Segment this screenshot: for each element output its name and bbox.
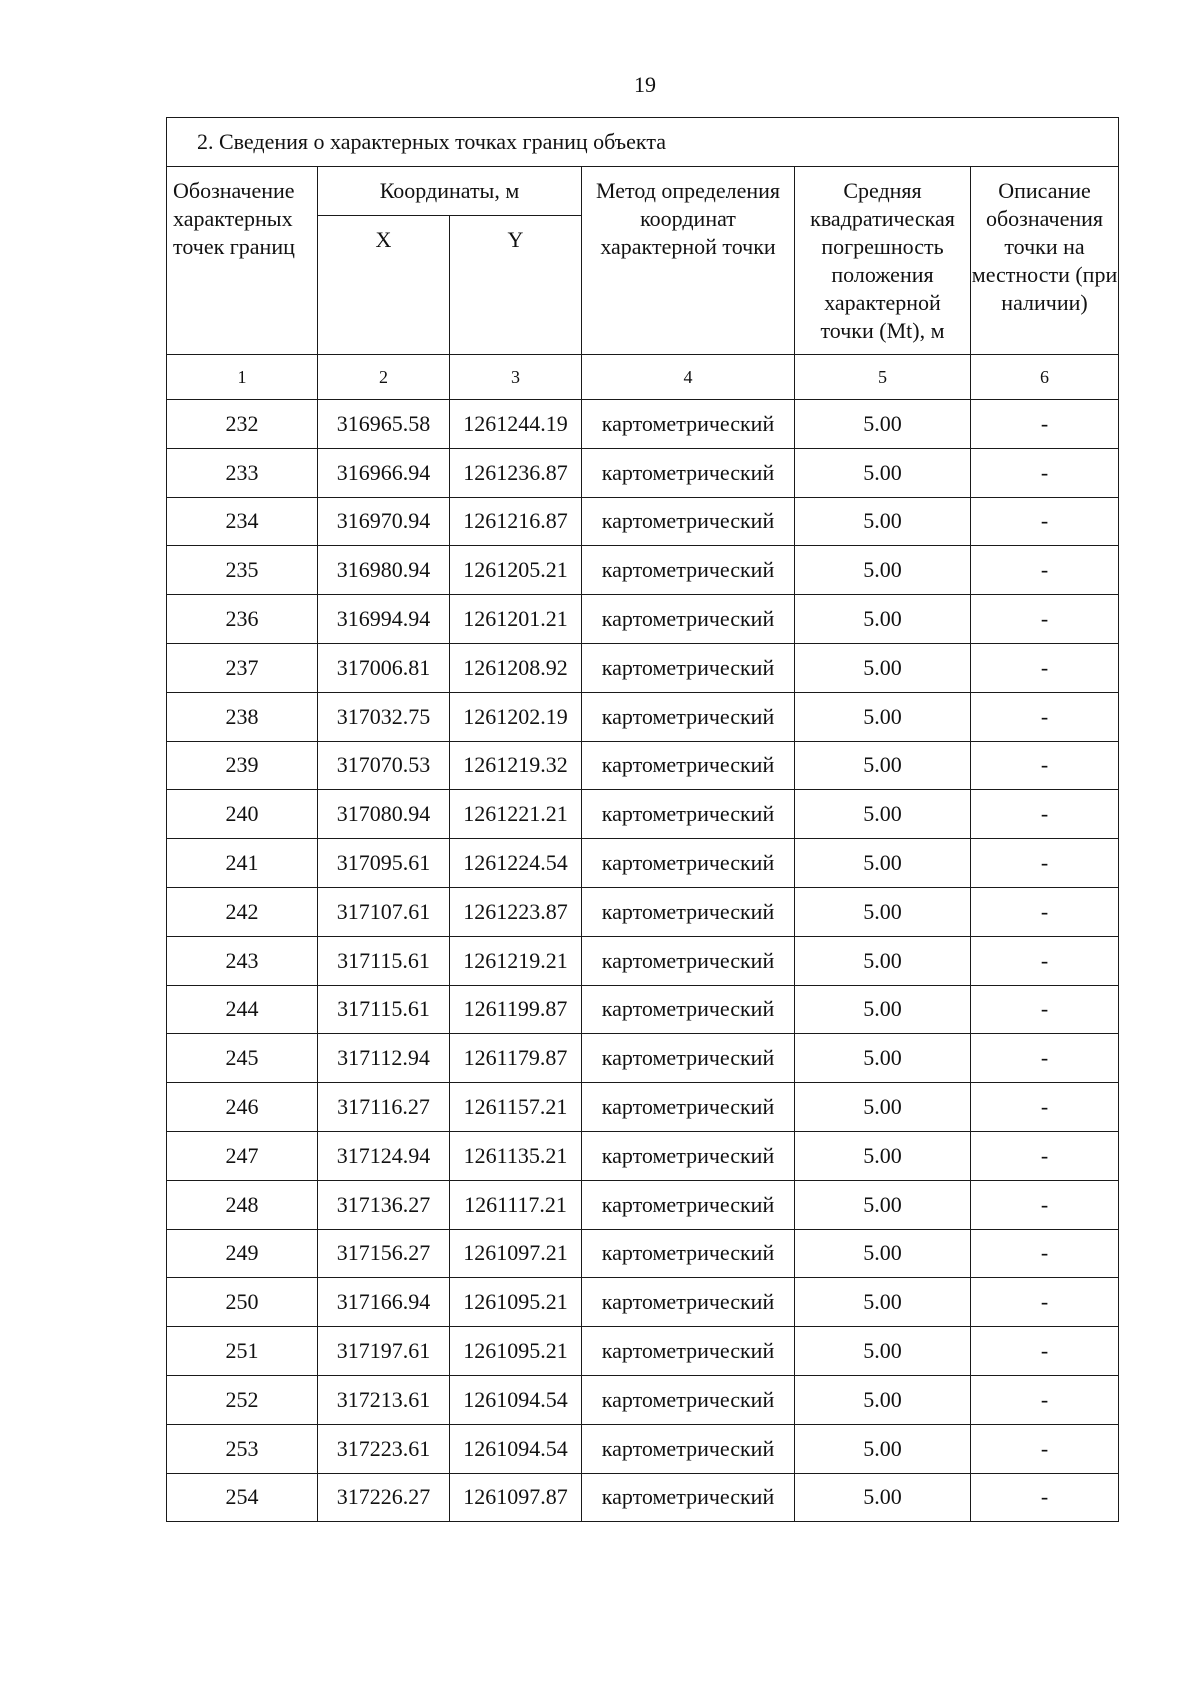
table-row	[167, 692, 1119, 741]
table-row	[167, 546, 1119, 595]
x-coordinate-cell: 317136.27	[318, 1180, 450, 1229]
table-row	[167, 497, 1119, 546]
method-cell: картометрический	[582, 1131, 795, 1180]
accuracy-cell: 5.00	[795, 985, 971, 1034]
description-cell: -	[971, 1083, 1119, 1132]
table-row	[167, 1327, 1119, 1376]
point-id-cell: 237	[167, 643, 318, 692]
column-number: 2	[318, 355, 450, 400]
table-row	[167, 400, 1119, 449]
column-number-row	[167, 355, 1119, 400]
point-id-cell: 246	[167, 1083, 318, 1132]
table-row	[167, 741, 1119, 790]
x-coordinate-cell: 317107.61	[318, 887, 450, 936]
method-cell: картометрический	[582, 936, 795, 985]
x-coordinate-cell: 317032.75	[318, 692, 450, 741]
method-cell: картометрический	[582, 741, 795, 790]
y-coordinate-cell: 1261208.92	[450, 643, 582, 692]
point-id-cell: 247	[167, 1131, 318, 1180]
accuracy-cell: 5.00	[795, 546, 971, 595]
header-description: Описание обозначения точки на местности (при наличии)	[971, 167, 1119, 355]
table-row	[167, 887, 1119, 936]
accuracy-cell: 5.00	[795, 887, 971, 936]
table-row	[167, 790, 1119, 839]
point-id-cell: 234	[167, 497, 318, 546]
y-coordinate-cell: 1261216.87	[450, 497, 582, 546]
description-cell: -	[971, 1131, 1119, 1180]
table-row	[167, 595, 1119, 644]
point-id-cell: 252	[167, 1375, 318, 1424]
description-cell: -	[971, 643, 1119, 692]
method-cell: картометрический	[582, 839, 795, 888]
header-accuracy: Средняя квадратическая погрешность положения характерной точки (Mt), м	[795, 167, 971, 355]
description-cell: -	[971, 1229, 1119, 1278]
x-coordinate-cell: 317112.94	[318, 1034, 450, 1083]
table-row	[167, 1180, 1119, 1229]
y-coordinate-cell: 1261202.19	[450, 692, 582, 741]
table-row	[167, 1375, 1119, 1424]
y-coordinate-cell: 1261199.87	[450, 985, 582, 1034]
y-coordinate-cell: 1261236.87	[450, 448, 582, 497]
description-cell: -	[971, 887, 1119, 936]
x-coordinate-cell: 317213.61	[318, 1375, 450, 1424]
table-row	[167, 1083, 1119, 1132]
description-cell: -	[971, 985, 1119, 1034]
table-row	[167, 1229, 1119, 1278]
method-cell: картометрический	[582, 887, 795, 936]
x-coordinate-cell: 316966.94	[318, 448, 450, 497]
header-designation: Обозначение характерных точек границ	[167, 167, 318, 355]
accuracy-cell: 5.00	[795, 790, 971, 839]
column-number: 1	[167, 355, 318, 400]
y-coordinate-cell: 1261223.87	[450, 887, 582, 936]
column-number: 4	[582, 355, 795, 400]
description-cell: -	[971, 741, 1119, 790]
table-row	[167, 936, 1119, 985]
point-id-cell: 240	[167, 790, 318, 839]
x-coordinate-cell: 317095.61	[318, 839, 450, 888]
description-cell: -	[971, 1034, 1119, 1083]
x-coordinate-cell: 316965.58	[318, 400, 450, 449]
table-row	[167, 1034, 1119, 1083]
column-number: 5	[795, 355, 971, 400]
description-cell: -	[971, 1278, 1119, 1327]
accuracy-cell: 5.00	[795, 1278, 971, 1327]
method-cell: картометрический	[582, 643, 795, 692]
method-cell: картометрический	[582, 1083, 795, 1132]
header-row	[167, 167, 1119, 216]
accuracy-cell: 5.00	[795, 595, 971, 644]
point-id-cell: 239	[167, 741, 318, 790]
point-id-cell: 241	[167, 839, 318, 888]
method-cell: картометрический	[582, 1229, 795, 1278]
table-row	[167, 985, 1119, 1034]
x-coordinate-cell: 317156.27	[318, 1229, 450, 1278]
y-coordinate-cell: 1261221.21	[450, 790, 582, 839]
point-id-cell: 233	[167, 448, 318, 497]
accuracy-cell: 5.00	[795, 1424, 971, 1473]
x-coordinate-cell: 317223.61	[318, 1424, 450, 1473]
method-cell: картометрический	[582, 1180, 795, 1229]
table-row	[167, 643, 1119, 692]
table-title: 2. Сведения о характерных точках границ объекта	[167, 118, 1119, 167]
y-coordinate-cell: 1261117.21	[450, 1180, 582, 1229]
header-x: X	[318, 216, 450, 355]
accuracy-cell: 5.00	[795, 1375, 971, 1424]
point-id-cell: 248	[167, 1180, 318, 1229]
accuracy-cell: 5.00	[795, 497, 971, 546]
y-coordinate-cell: 1261205.21	[450, 546, 582, 595]
table-row	[167, 1424, 1119, 1473]
method-cell: картометрический	[582, 595, 795, 644]
method-cell: картометрический	[582, 400, 795, 449]
description-cell: -	[971, 936, 1119, 985]
y-coordinate-cell: 1261157.21	[450, 1083, 582, 1132]
point-id-cell: 232	[167, 400, 318, 449]
accuracy-cell: 5.00	[795, 741, 971, 790]
table-row	[167, 839, 1119, 888]
accuracy-cell: 5.00	[795, 1229, 971, 1278]
y-coordinate-cell: 1261094.54	[450, 1424, 582, 1473]
description-cell: -	[971, 1180, 1119, 1229]
description-cell: -	[971, 692, 1119, 741]
method-cell: картометрический	[582, 1375, 795, 1424]
boundary-points-table	[166, 117, 1119, 1522]
accuracy-cell: 5.00	[795, 1083, 971, 1132]
method-cell: картометрический	[582, 546, 795, 595]
accuracy-cell: 5.00	[795, 448, 971, 497]
table-body	[167, 400, 1119, 1522]
y-coordinate-cell: 1261095.21	[450, 1327, 582, 1376]
method-cell: картометрический	[582, 1327, 795, 1376]
x-coordinate-cell: 317116.27	[318, 1083, 450, 1132]
table-row	[167, 1473, 1119, 1522]
description-cell: -	[971, 839, 1119, 888]
x-coordinate-cell: 317006.81	[318, 643, 450, 692]
point-id-cell: 250	[167, 1278, 318, 1327]
header-coordinates: Координаты, м	[318, 167, 582, 216]
x-coordinate-cell: 316980.94	[318, 546, 450, 595]
description-cell: -	[971, 1424, 1119, 1473]
y-coordinate-cell: 1261201.21	[450, 595, 582, 644]
description-cell: -	[971, 1327, 1119, 1376]
y-coordinate-cell: 1261094.54	[450, 1375, 582, 1424]
x-coordinate-cell: 316970.94	[318, 497, 450, 546]
accuracy-cell: 5.00	[795, 692, 971, 741]
description-cell: -	[971, 546, 1119, 595]
description-cell: -	[971, 1375, 1119, 1424]
x-coordinate-cell: 317115.61	[318, 936, 450, 985]
point-id-cell: 244	[167, 985, 318, 1034]
table-title-row	[167, 118, 1119, 167]
description-cell: -	[971, 448, 1119, 497]
x-coordinate-cell: 317124.94	[318, 1131, 450, 1180]
page-number: 19	[634, 72, 656, 97]
description-cell: -	[971, 400, 1119, 449]
description-cell: -	[971, 790, 1119, 839]
point-id-cell: 254	[167, 1473, 318, 1522]
point-id-cell: 238	[167, 692, 318, 741]
x-coordinate-cell: 317070.53	[318, 741, 450, 790]
accuracy-cell: 5.00	[795, 1034, 971, 1083]
accuracy-cell: 5.00	[795, 839, 971, 888]
method-cell: картометрический	[582, 1278, 795, 1327]
point-id-cell: 245	[167, 1034, 318, 1083]
accuracy-cell: 5.00	[795, 936, 971, 985]
accuracy-cell: 5.00	[795, 643, 971, 692]
method-cell: картометрический	[582, 1424, 795, 1473]
y-coordinate-cell: 1261224.54	[450, 839, 582, 888]
method-cell: картометрический	[582, 497, 795, 546]
x-coordinate-cell: 316994.94	[318, 595, 450, 644]
point-id-cell: 236	[167, 595, 318, 644]
x-coordinate-cell: 317115.61	[318, 985, 450, 1034]
accuracy-cell: 5.00	[795, 1327, 971, 1376]
point-id-cell: 249	[167, 1229, 318, 1278]
x-coordinate-cell: 317226.27	[318, 1473, 450, 1522]
column-number: 3	[450, 355, 582, 400]
y-coordinate-cell: 1261097.21	[450, 1229, 582, 1278]
method-cell: картометрический	[582, 1473, 795, 1522]
y-coordinate-cell: 1261219.32	[450, 741, 582, 790]
y-coordinate-cell: 1261095.21	[450, 1278, 582, 1327]
description-cell: -	[971, 1473, 1119, 1522]
table-row	[167, 1278, 1119, 1327]
point-id-cell: 242	[167, 887, 318, 936]
description-cell: -	[971, 595, 1119, 644]
method-cell: картометрический	[582, 692, 795, 741]
accuracy-cell: 5.00	[795, 1131, 971, 1180]
accuracy-cell: 5.00	[795, 1473, 971, 1522]
method-cell: картометрический	[582, 790, 795, 839]
method-cell: картометрический	[582, 1034, 795, 1083]
description-cell: -	[971, 497, 1119, 546]
point-id-cell: 243	[167, 936, 318, 985]
column-number: 6	[971, 355, 1119, 400]
method-cell: картометрический	[582, 448, 795, 497]
y-coordinate-cell: 1261097.87	[450, 1473, 582, 1522]
header-method: Метод определения координат характерной точки	[582, 167, 795, 355]
x-coordinate-cell: 317197.61	[318, 1327, 450, 1376]
y-coordinate-cell: 1261244.19	[450, 400, 582, 449]
point-id-cell: 251	[167, 1327, 318, 1376]
table-row	[167, 448, 1119, 497]
x-coordinate-cell: 317080.94	[318, 790, 450, 839]
accuracy-cell: 5.00	[795, 400, 971, 449]
point-id-cell: 235	[167, 546, 318, 595]
method-cell: картометрический	[582, 985, 795, 1034]
x-coordinate-cell: 317166.94	[318, 1278, 450, 1327]
y-coordinate-cell: 1261135.21	[450, 1131, 582, 1180]
table-row	[167, 1131, 1119, 1180]
point-id-cell: 253	[167, 1424, 318, 1473]
y-coordinate-cell: 1261219.21	[450, 936, 582, 985]
header-y: Y	[450, 216, 582, 355]
y-coordinate-cell: 1261179.87	[450, 1034, 582, 1083]
accuracy-cell: 5.00	[795, 1180, 971, 1229]
